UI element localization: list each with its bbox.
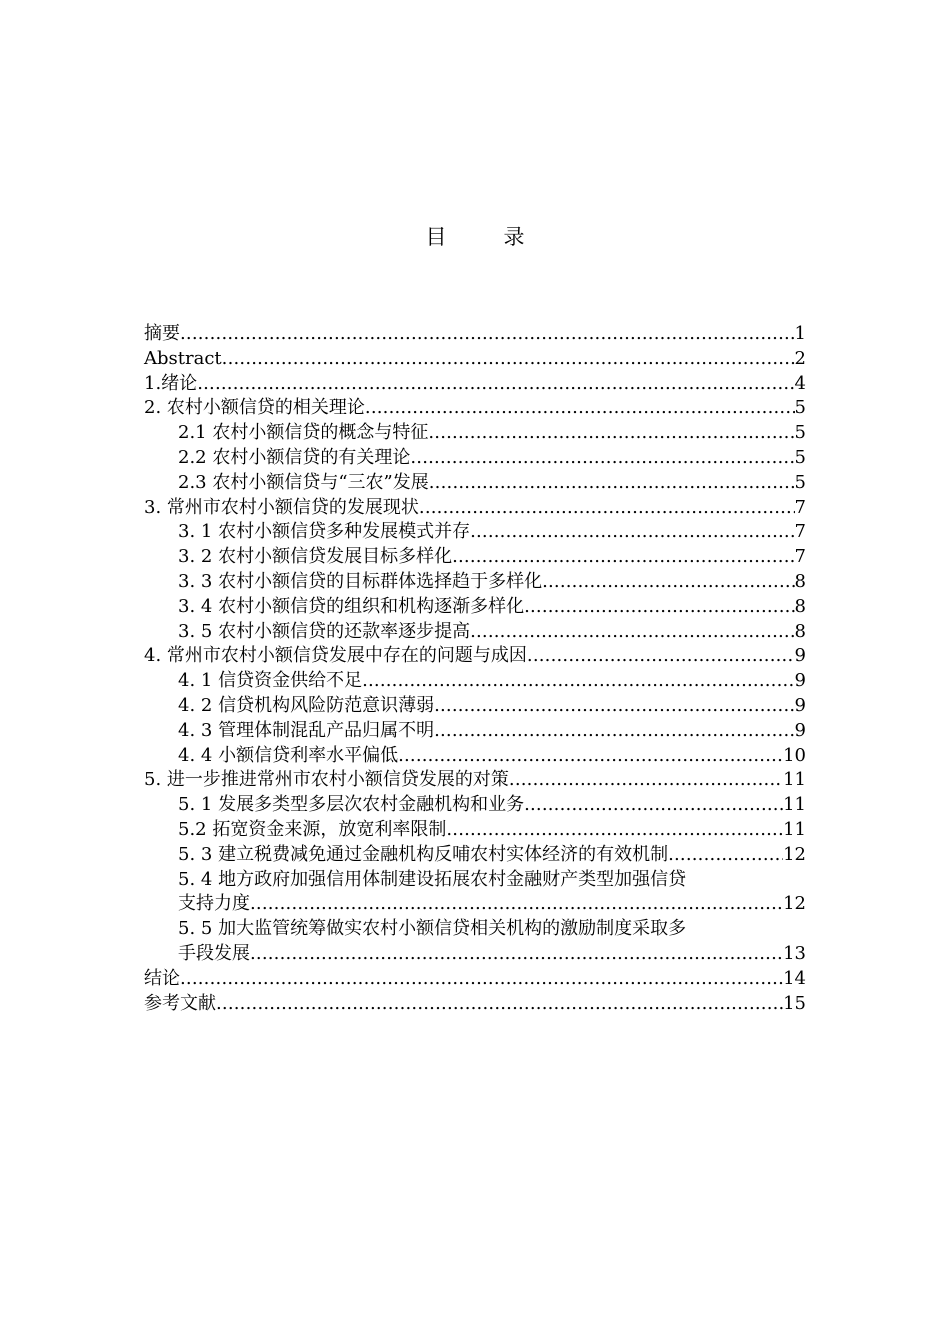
dot-leader bbox=[542, 570, 794, 595]
dot-leader bbox=[365, 396, 795, 421]
toc-entry-label: 2.2 农村小额信贷的有关理论 bbox=[178, 446, 411, 468]
toc-entry[interactable] bbox=[144, 744, 806, 769]
dot-leader bbox=[470, 520, 794, 545]
toc-entry-label: 支持力度 bbox=[178, 893, 250, 915]
toc-entry-page-number: 5 bbox=[794, 422, 806, 444]
toc-entry-row bbox=[144, 768, 806, 793]
toc-entry[interactable] bbox=[144, 570, 806, 595]
toc-entry-label-line1: 5. 4 地方政府加强信用体制建设拓展农村金融财产类型加强信贷 bbox=[178, 868, 687, 890]
dot-leader bbox=[398, 744, 783, 769]
dot-leader bbox=[428, 421, 794, 446]
toc-entry[interactable] bbox=[144, 818, 806, 843]
toc-entry[interactable] bbox=[144, 917, 806, 967]
toc-entry-label: 4. 3 管理体制混乱产品归属不明 bbox=[178, 719, 435, 741]
toc-entry[interactable] bbox=[144, 396, 806, 421]
toc-entry-row bbox=[178, 595, 806, 620]
toc-entry-row bbox=[178, 669, 806, 694]
toc-entry[interactable] bbox=[144, 719, 806, 744]
toc-entry-row bbox=[144, 967, 806, 992]
dot-leader bbox=[668, 843, 783, 868]
toc-entry-label: 2.3 农村小额信贷与“三农”发展 bbox=[178, 471, 429, 493]
toc-entry-page-number: 10 bbox=[783, 744, 806, 766]
toc-entry-row bbox=[178, 719, 806, 744]
toc-entry-label: 3. 2 农村小额信贷发展目标多样化 bbox=[178, 546, 453, 568]
toc-entry-page-number: 14 bbox=[783, 967, 806, 989]
dot-leader bbox=[470, 620, 794, 645]
toc-entry-label-line1: 5. 5 加大监管统筹做实农村小额信贷相关机构的激励制度采取多 bbox=[178, 918, 687, 940]
toc-entry-row bbox=[178, 843, 806, 868]
toc-entry-page-number: 9 bbox=[794, 645, 806, 667]
dot-leader bbox=[362, 669, 794, 694]
toc-entry[interactable] bbox=[144, 620, 806, 645]
toc-entry-page-number: 11 bbox=[783, 794, 806, 816]
toc-entry[interactable] bbox=[144, 992, 806, 1017]
toc-entry-page-number: 15 bbox=[783, 992, 806, 1014]
toc-entry-page-number: 2 bbox=[794, 347, 806, 369]
toc-entry[interactable] bbox=[144, 768, 806, 793]
dot-leader bbox=[197, 372, 794, 397]
toc-entry-row bbox=[144, 496, 806, 521]
toc-entry-label: 5. 3 建立税费减免通过金融机构反哺农村实体经济的有效机制 bbox=[178, 843, 669, 865]
toc-entry-row bbox=[178, 620, 806, 645]
dot-leader bbox=[452, 545, 794, 570]
toc-entry[interactable] bbox=[144, 322, 806, 347]
toc-entry-row bbox=[178, 793, 806, 818]
toc-entry[interactable] bbox=[144, 843, 806, 868]
dot-leader bbox=[419, 496, 795, 521]
dot-leader bbox=[250, 892, 783, 917]
toc-entry-label: 4. 1 信贷资金供给不足 bbox=[178, 670, 363, 692]
toc-entry-row bbox=[178, 744, 806, 769]
toc-entry-page-number: 5 bbox=[794, 397, 806, 419]
toc-entry-row bbox=[178, 694, 806, 719]
toc-entry[interactable] bbox=[144, 446, 806, 471]
toc-entry-row bbox=[178, 818, 806, 843]
dot-leader bbox=[180, 322, 795, 347]
toc-entry[interactable] bbox=[144, 372, 806, 397]
toc-entry-row bbox=[178, 570, 806, 595]
toc-entry-page-number: 13 bbox=[783, 942, 806, 964]
dot-leader bbox=[509, 768, 783, 793]
dot-leader bbox=[524, 793, 783, 818]
toc-entry-label: 2. 农村小额信贷的相关理论 bbox=[144, 397, 365, 419]
toc-entry-label: 4. 常州市农村小额信贷发展中存在的问题与成因 bbox=[144, 645, 527, 667]
toc-entry-page-number: 12 bbox=[783, 893, 806, 915]
toc-entry-label: 5. 进一步推进常州市农村小额信贷发展的对策 bbox=[144, 769, 509, 791]
toc-entry-page-number: 7 bbox=[794, 521, 806, 543]
toc-entry[interactable] bbox=[144, 967, 806, 992]
toc-entry-page-number: 7 bbox=[794, 546, 806, 568]
toc-entry-label: 手段发展 bbox=[178, 942, 250, 964]
toc-entry-row bbox=[144, 372, 806, 397]
toc-entry-label: 3. 1 农村小额信贷多种发展模式并存 bbox=[178, 521, 471, 543]
toc-entry-page-number: 4 bbox=[794, 372, 806, 394]
toc-entry-page-number: 9 bbox=[794, 670, 806, 692]
dot-leader bbox=[429, 471, 795, 496]
toc-entry[interactable] bbox=[144, 793, 806, 818]
toc-entry[interactable] bbox=[144, 421, 806, 446]
toc-entry-label: 3. 常州市农村小额信贷的发展现状 bbox=[144, 496, 419, 518]
toc-entry[interactable] bbox=[144, 471, 806, 496]
toc-entry[interactable] bbox=[144, 868, 806, 918]
toc-entry-row bbox=[144, 322, 806, 347]
toc-entry-page-number: 5 bbox=[794, 471, 806, 493]
toc-entry-row bbox=[144, 992, 806, 1017]
toc-list bbox=[144, 322, 806, 1016]
dot-leader bbox=[250, 942, 783, 967]
dot-leader bbox=[446, 818, 783, 843]
toc-entry-row bbox=[144, 347, 806, 372]
toc-entry-page-number: 11 bbox=[783, 769, 806, 791]
toc-entry-label: 参考文献 bbox=[144, 992, 216, 1014]
toc-entry-page-number: 5 bbox=[794, 446, 806, 468]
dot-leader bbox=[180, 967, 783, 992]
dot-leader bbox=[434, 694, 794, 719]
dot-leader bbox=[410, 446, 794, 471]
toc-entry-row bbox=[144, 396, 806, 421]
toc-title: 目 录 bbox=[425, 225, 543, 249]
toc-entry-row bbox=[178, 446, 806, 471]
toc-entry-label: 3. 5 农村小额信贷的还款率逐步提高 bbox=[178, 620, 471, 642]
toc-entry[interactable] bbox=[144, 496, 806, 521]
toc-entry[interactable] bbox=[144, 669, 806, 694]
dot-leader bbox=[434, 719, 794, 744]
toc-entry[interactable] bbox=[144, 694, 806, 719]
toc-entry-label: 2.1 农村小额信贷的概念与特征 bbox=[178, 422, 429, 444]
toc-entry-page-number: 8 bbox=[794, 595, 806, 617]
toc-entry-row bbox=[178, 892, 806, 917]
toc-entry-page-number: 11 bbox=[783, 818, 806, 840]
toc-entry-label: 5.2 拓宽资金来源，放宽利率限制 bbox=[178, 818, 447, 840]
dot-leader bbox=[216, 992, 783, 1017]
dot-leader bbox=[527, 644, 795, 669]
toc-entry-page-number: 7 bbox=[794, 496, 806, 518]
toc-entry-page-number: 9 bbox=[794, 694, 806, 716]
toc-entry[interactable] bbox=[144, 520, 806, 545]
toc-entry-row bbox=[178, 471, 806, 496]
toc-entry-label: 4. 2 信贷机构风险防范意识薄弱 bbox=[178, 694, 435, 716]
toc-entry-page-number: 9 bbox=[794, 719, 806, 741]
toc-entry-label: 4. 4 小额信贷利率水平偏低 bbox=[178, 744, 399, 766]
toc-entry[interactable] bbox=[144, 545, 806, 570]
toc-entry-label: 5. 1 发展多类型多层次农村金融机构和业务 bbox=[178, 794, 525, 816]
dot-leader bbox=[222, 347, 795, 372]
toc-entry-label: 3. 4 农村小额信贷的组织和机构逐渐多样化 bbox=[178, 595, 525, 617]
toc-entry[interactable] bbox=[144, 644, 806, 669]
toc-entry-page-number: 12 bbox=[783, 843, 806, 865]
toc-entry-label: 摘要 bbox=[144, 323, 180, 344]
toc-entry-label: 1.绪论 bbox=[144, 372, 198, 394]
toc-entry-label: 3. 3 农村小额信贷的目标群体选择趋于多样化 bbox=[178, 570, 543, 592]
toc-entry-row bbox=[178, 421, 806, 446]
toc-entry-row bbox=[178, 520, 806, 545]
toc-entry-label: 结论 bbox=[144, 967, 180, 989]
toc-entry-row bbox=[144, 644, 806, 669]
toc-entry[interactable] bbox=[144, 595, 806, 620]
dot-leader bbox=[524, 595, 794, 620]
toc-entry-page-number: 1 bbox=[794, 323, 806, 344]
toc-entry-label: Abstract bbox=[144, 347, 222, 369]
toc-entry[interactable] bbox=[144, 347, 806, 372]
toc-entry-page-number: 8 bbox=[794, 620, 806, 642]
toc-entry-page-number: 8 bbox=[794, 570, 806, 592]
toc-entry-row bbox=[178, 942, 806, 967]
toc-entry-row bbox=[178, 545, 806, 570]
